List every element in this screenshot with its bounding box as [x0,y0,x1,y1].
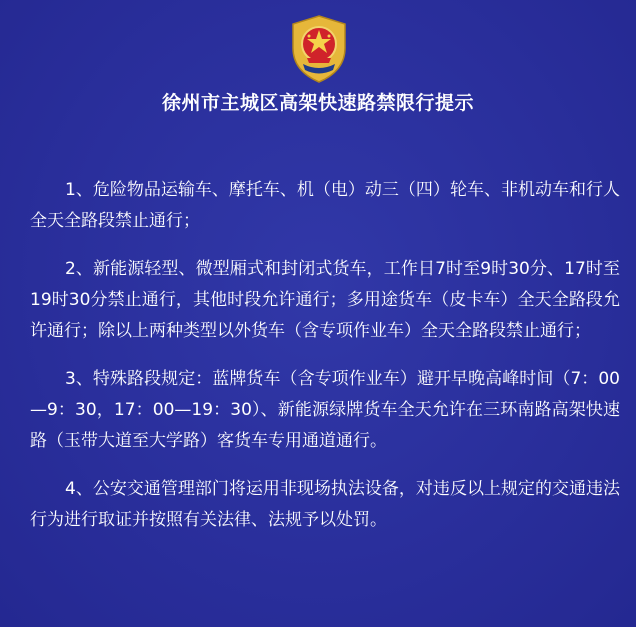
police-emblem-icon [289,14,349,84]
notice-item-1: 1、危险物品运输车、摩托车、机（电）动三（四）轮车、非机动车和行人全天全路段禁止通行； [30,180,620,231]
notice-item-3: 3、特殊路段规定：蓝牌货车（含专项作业车）避开早晚高峰时间（7：00—9：30，17：00—19：30）、新能源绿牌货车全天允许在三环南路高架快速路（玉带大道至大学路）客货车专用通道通行。 [30,369,620,451]
notice-item-2: 2、新能源轻型、微型厢式和封闭式货车，工作日7时至9时30分、17时至19时30分禁止通行，其他时段允许通行；多用途货车（皮卡车）全天全路段允许通行；除以上两种类型以外货车（含专项作业车）全天全路段禁止通行； [30,259,620,341]
notice-items [30,175,620,553]
notice-item-4: 4、公安交通管理部门将运用非现场执法设备，对违反以上规定的交通违法行为进行取证并按照有关法律、法规予以处罚。 [30,479,620,530]
notice-title: 徐州市主城区高架快速路禁限行提示 [161,92,474,114]
